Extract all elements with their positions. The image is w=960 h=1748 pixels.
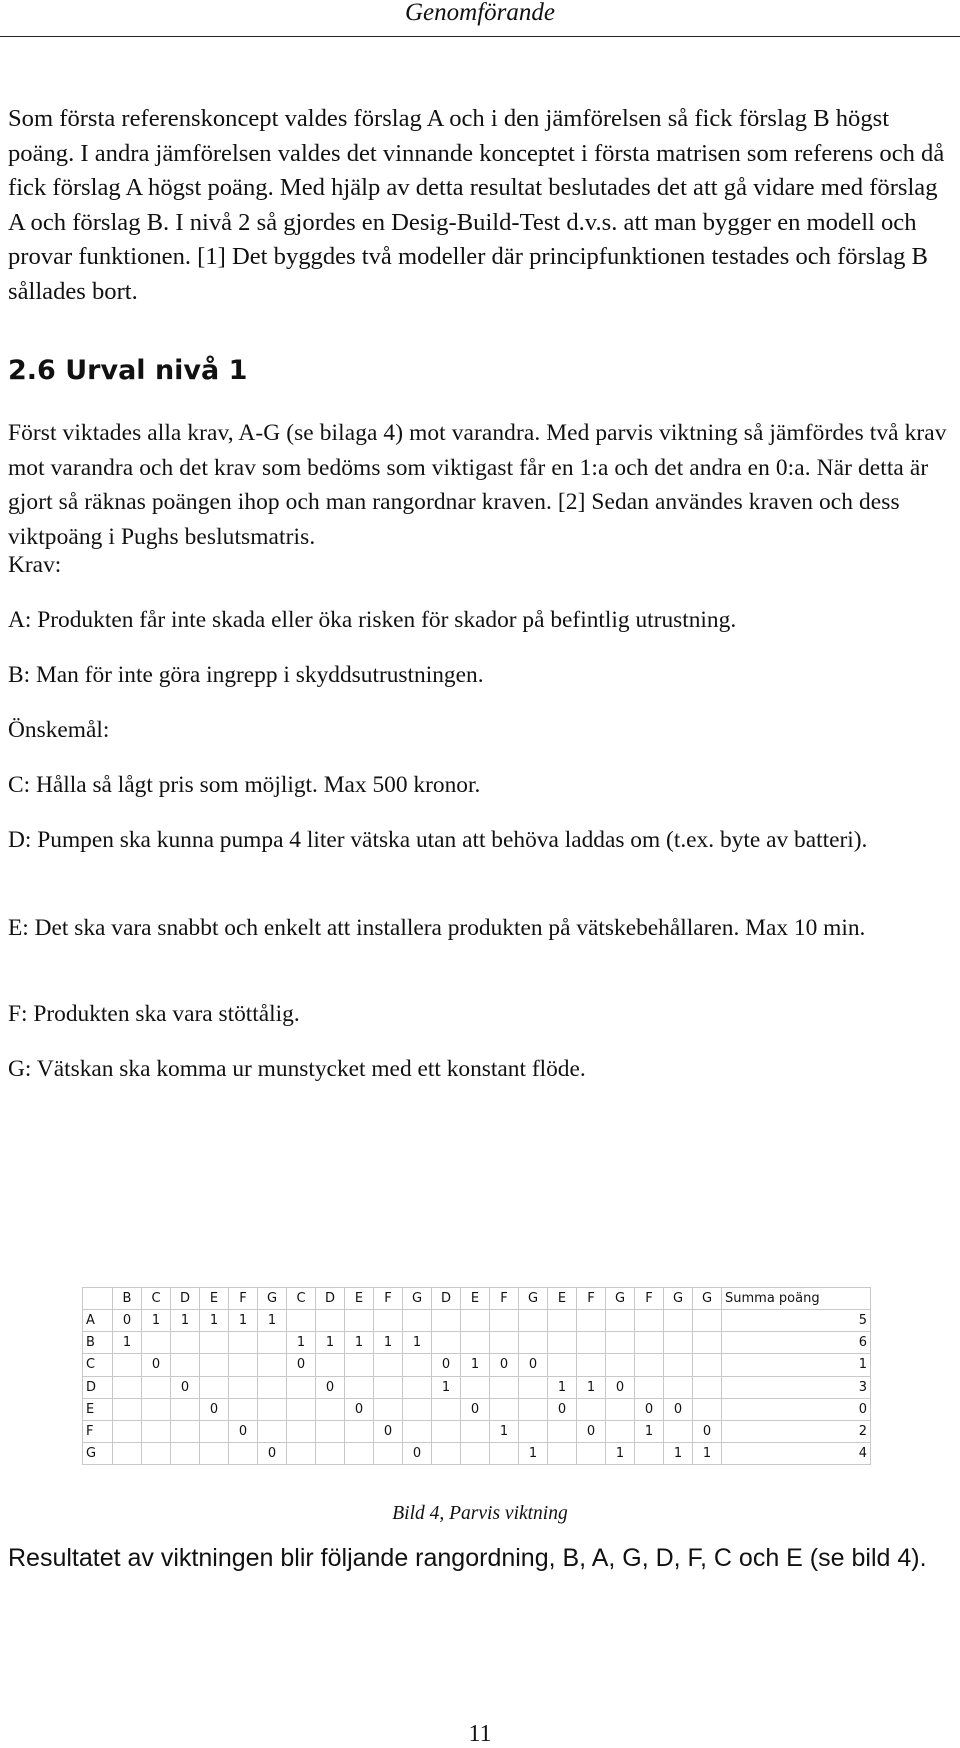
matrix-cell <box>664 1420 693 1442</box>
matrix-cell <box>345 1376 374 1398</box>
matrix-cell <box>577 1354 606 1376</box>
matrix-cell <box>403 1354 432 1376</box>
matrix-cell <box>606 1398 635 1420</box>
matrix-cell: 0 <box>461 1398 490 1420</box>
matrix-cell: 0 <box>113 1310 142 1332</box>
matrix-cell <box>142 1332 171 1354</box>
matrix-cell: 1 <box>635 1420 664 1442</box>
matrix-cell: 1 <box>258 1310 287 1332</box>
matrix-cell: 1 <box>316 1332 345 1354</box>
matrix-cell <box>577 1398 606 1420</box>
matrix-cell <box>200 1332 229 1354</box>
matrix-cell: 0 <box>490 1354 519 1376</box>
matrix-cell <box>403 1376 432 1398</box>
matrix-sum-cell: 2 <box>722 1420 871 1442</box>
running-header <box>0 0 960 37</box>
matrix-cell <box>113 1354 142 1376</box>
matrix-cell: 0 <box>287 1354 316 1376</box>
matrix-row-label: G <box>83 1442 113 1464</box>
matrix-cell: 1 <box>577 1376 606 1398</box>
matrix-cell: 0 <box>693 1420 722 1442</box>
matrix-cell: 0 <box>403 1442 432 1464</box>
matrix-cell <box>519 1398 548 1420</box>
matrix-row <box>83 1354 871 1376</box>
matrix-cell <box>519 1420 548 1442</box>
matrix-row-label: C <box>83 1354 113 1376</box>
matrix-column-header: G <box>664 1288 693 1310</box>
matrix-cell <box>403 1310 432 1332</box>
matrix-cell <box>316 1310 345 1332</box>
matrix-cell: 0 <box>606 1376 635 1398</box>
matrix-cell: 1 <box>403 1332 432 1354</box>
matrix-cell <box>374 1398 403 1420</box>
matrix-cell <box>461 1420 490 1442</box>
matrix-cell <box>635 1332 664 1354</box>
matrix-cell <box>171 1420 200 1442</box>
matrix-column-header: F <box>635 1288 664 1310</box>
matrix-column-header: E <box>200 1288 229 1310</box>
matrix-cell <box>664 1332 693 1354</box>
matrix-column-header: G <box>606 1288 635 1310</box>
matrix-cell <box>316 1420 345 1442</box>
matrix-cell: 1 <box>229 1310 258 1332</box>
matrix-cell: 1 <box>142 1310 171 1332</box>
section-paragraph: Först viktades alla krav, A-G (se bilaga 4) mot varandra. Med parvis viktning så jämfördes två krav mot varandra och det krav som bedöms som viktigast får en 1:a och det andra en 0:a. När detta är gjort så räknas poängen ihop och man rangordnar kraven. [2] Sedan användes kraven och dess viktpoäng i Pughs beslutsmatris. <box>8 420 947 550</box>
matrix-row <box>83 1310 871 1332</box>
matrix-cell <box>548 1442 577 1464</box>
matrix-cell <box>113 1442 142 1464</box>
matrix-cell <box>693 1332 722 1354</box>
matrix-cell <box>200 1420 229 1442</box>
matrix-cell <box>200 1354 229 1376</box>
matrix-column-header: B <box>113 1288 142 1310</box>
matrix-cell: 0 <box>432 1354 461 1376</box>
matrix-row <box>83 1376 871 1398</box>
matrix-row-label: B <box>83 1332 113 1354</box>
matrix-column-header: D <box>316 1288 345 1310</box>
matrix-sum-cell: 0 <box>722 1398 871 1420</box>
matrix-cell <box>287 1376 316 1398</box>
matrix-sum-cell: 4 <box>722 1442 871 1464</box>
matrix-column-header: F <box>229 1288 258 1310</box>
matrix-cell: 0 <box>577 1420 606 1442</box>
matrix-cell <box>142 1398 171 1420</box>
matrix-column-header: G <box>693 1288 722 1310</box>
matrix-sum-cell: 5 <box>722 1310 871 1332</box>
matrix-cell <box>345 1442 374 1464</box>
matrix-column-header: G <box>403 1288 432 1310</box>
matrix-cell <box>229 1376 258 1398</box>
matrix-cell <box>577 1332 606 1354</box>
matrix-cell <box>229 1354 258 1376</box>
matrix-column-header: E <box>461 1288 490 1310</box>
matrix-cell <box>258 1398 287 1420</box>
matrix-cell <box>316 1398 345 1420</box>
matrix-cell: 1 <box>345 1332 374 1354</box>
matrix-cell <box>693 1354 722 1376</box>
onskemal-item-g: G: Vätskan ska komma ur munstycket med ett konstant flöde. <box>8 1056 586 1082</box>
matrix-cell <box>113 1420 142 1442</box>
intro-paragraph: Som första referenskoncept valdes förslag A och i den jämförelsen så fick förslag B högst poäng. I andra jämförelsen valdes det vinnande konceptet i första matrisen som referens och då fick förslag A högst poäng. Med hjälp av detta resultat beslutades det att gå vidare med förslag A och förslag B. I nivå 2 så gjordes en Desig-Build-Test d.v.s. att man bygger en modell och provar funktionen. [1] Det byggdes två modeller där principfunktionen testades och förslag B sållades bort. <box>8 105 945 305</box>
matrix-cell <box>519 1332 548 1354</box>
matrix-cell: 1 <box>606 1442 635 1464</box>
matrix-cell <box>490 1398 519 1420</box>
matrix-cell: 0 <box>374 1420 403 1442</box>
matrix-cell: 0 <box>548 1398 577 1420</box>
matrix-cell <box>374 1376 403 1398</box>
matrix-cell: 0 <box>171 1376 200 1398</box>
matrix-cell: 1 <box>287 1332 316 1354</box>
matrix-cell <box>345 1420 374 1442</box>
matrix-cell <box>693 1398 722 1420</box>
matrix-column-header: G <box>258 1288 287 1310</box>
krav-label: Krav: <box>8 552 62 578</box>
matrix-cell <box>200 1376 229 1398</box>
matrix-cell <box>635 1442 664 1464</box>
matrix-cell <box>664 1310 693 1332</box>
matrix-cell <box>577 1310 606 1332</box>
matrix-cell <box>606 1420 635 1442</box>
matrix-cell <box>316 1354 345 1376</box>
matrix-cell <box>490 1332 519 1354</box>
matrix-cell: 1 <box>693 1442 722 1464</box>
matrix-cell <box>548 1332 577 1354</box>
matrix-cell <box>490 1442 519 1464</box>
matrix-cell <box>345 1310 374 1332</box>
matrix-cell <box>461 1376 490 1398</box>
matrix-cell: 1 <box>461 1354 490 1376</box>
matrix-sum-cell: 6 <box>722 1332 871 1354</box>
matrix-cell <box>548 1354 577 1376</box>
matrix-cell <box>635 1354 664 1376</box>
matrix-column-header: E <box>548 1288 577 1310</box>
pairwise-weighting-matrix <box>82 1287 871 1465</box>
matrix-cell <box>693 1376 722 1398</box>
matrix-cell: 0 <box>664 1398 693 1420</box>
matrix-cell <box>258 1376 287 1398</box>
matrix-cell <box>461 1310 490 1332</box>
matrix-cell: 1 <box>171 1310 200 1332</box>
figure-caption: Bild 4, Parvis viktning <box>392 1503 568 1524</box>
page-number: 11 <box>468 1721 492 1747</box>
matrix-cell <box>490 1310 519 1332</box>
matrix-row-label: A <box>83 1310 113 1332</box>
matrix-cell <box>171 1398 200 1420</box>
matrix-row <box>83 1420 871 1442</box>
matrix-cell <box>403 1420 432 1442</box>
matrix-cell: 1 <box>490 1420 519 1442</box>
matrix-cell: 0 <box>200 1398 229 1420</box>
matrix-column-header: C <box>287 1288 316 1310</box>
matrix-cell <box>200 1442 229 1464</box>
matrix-cell: 0 <box>258 1442 287 1464</box>
matrix-cell: 0 <box>142 1354 171 1376</box>
matrix-cell <box>171 1332 200 1354</box>
matrix-cell: 1 <box>664 1442 693 1464</box>
matrix-column-header: F <box>577 1288 606 1310</box>
matrix-sum-cell: 3 <box>722 1376 871 1398</box>
matrix-cell <box>548 1310 577 1332</box>
matrix-cell <box>258 1332 287 1354</box>
matrix-cell <box>229 1442 258 1464</box>
matrix-column-header: D <box>432 1288 461 1310</box>
matrix-cell <box>316 1442 345 1464</box>
matrix-cell <box>403 1398 432 1420</box>
matrix-cell <box>635 1310 664 1332</box>
matrix-cell <box>171 1442 200 1464</box>
matrix-row-label: D <box>83 1376 113 1398</box>
matrix-row-label: E <box>83 1398 113 1420</box>
matrix-cell <box>693 1310 722 1332</box>
onskemal-item-d: D: Pumpen ska kunna pumpa 4 liter vätska utan att behöva laddas om (t.ex. byte av batteri). <box>8 827 868 853</box>
matrix-column-header: F <box>490 1288 519 1310</box>
matrix-cell <box>113 1376 142 1398</box>
matrix-row-label: F <box>83 1420 113 1442</box>
onskemal-item-f: F: Produkten ska vara stöttålig. <box>8 1001 300 1027</box>
matrix-column-header: F <box>374 1288 403 1310</box>
matrix-header-row <box>83 1288 871 1310</box>
matrix-cell <box>113 1398 142 1420</box>
matrix-sum-header: Summa poäng <box>722 1288 871 1310</box>
header-title: Genomförande <box>405 0 555 26</box>
matrix-cell: 0 <box>229 1420 258 1442</box>
matrix-cell <box>258 1354 287 1376</box>
matrix-cell <box>374 1310 403 1332</box>
krav-item-b: B: Man för inte göra ingrepp i skyddsutrustningen. <box>8 662 484 688</box>
matrix-cell <box>258 1420 287 1442</box>
matrix-cell: 0 <box>316 1376 345 1398</box>
matrix-cell <box>229 1332 258 1354</box>
matrix-cell <box>287 1398 316 1420</box>
matrix-cell: 1 <box>200 1310 229 1332</box>
matrix-cell: 1 <box>519 1442 548 1464</box>
matrix-cell <box>287 1420 316 1442</box>
matrix-cell <box>432 1398 461 1420</box>
matrix-column-header: E <box>345 1288 374 1310</box>
matrix-cell: 1 <box>113 1332 142 1354</box>
onskemal-item-c: C: Hålla så lågt pris som möjligt. Max 500 kronor. <box>8 772 481 798</box>
matrix-cell <box>432 1420 461 1442</box>
result-paragraph: Resultatet av viktningen blir följande rangordning, B, A, G, D, F, C och E (se bild 4). <box>8 1544 927 1572</box>
matrix-cell <box>374 1354 403 1376</box>
matrix-cell <box>606 1354 635 1376</box>
matrix-cell <box>142 1420 171 1442</box>
matrix-cell <box>287 1442 316 1464</box>
matrix-cell <box>490 1376 519 1398</box>
matrix-cell <box>432 1332 461 1354</box>
matrix-cell <box>461 1332 490 1354</box>
matrix-cell <box>171 1354 200 1376</box>
matrix-cell: 1 <box>374 1332 403 1354</box>
matrix-row <box>83 1332 871 1354</box>
matrix-corner-cell <box>83 1288 113 1310</box>
matrix-cell <box>606 1310 635 1332</box>
matrix-column-header: D <box>171 1288 200 1310</box>
matrix-cell: 0 <box>635 1398 664 1420</box>
matrix-cell: 0 <box>345 1398 374 1420</box>
matrix-cell <box>142 1376 171 1398</box>
matrix-cell: 1 <box>432 1376 461 1398</box>
onskemal-label: Önskemål: <box>8 717 110 743</box>
matrix-cell <box>606 1332 635 1354</box>
matrix-cell <box>519 1376 548 1398</box>
matrix-cell <box>229 1398 258 1420</box>
onskemal-item-e: E: Det ska vara snabbt och enkelt att installera produkten på vätskebehållaren. Max 10 min. <box>8 915 866 941</box>
matrix-cell <box>142 1442 171 1464</box>
matrix-row <box>83 1442 871 1464</box>
matrix-column-header: G <box>519 1288 548 1310</box>
matrix-cell: 0 <box>519 1354 548 1376</box>
matrix-cell: 1 <box>548 1376 577 1398</box>
matrix-row <box>83 1398 871 1420</box>
matrix-cell <box>664 1354 693 1376</box>
matrix-cell <box>519 1310 548 1332</box>
matrix-cell <box>345 1354 374 1376</box>
matrix-cell <box>432 1310 461 1332</box>
matrix-cell <box>432 1442 461 1464</box>
matrix-cell <box>577 1442 606 1464</box>
matrix-column-header: C <box>142 1288 171 1310</box>
matrix-sum-cell: 1 <box>722 1354 871 1376</box>
matrix-cell <box>664 1376 693 1398</box>
matrix-cell <box>287 1310 316 1332</box>
krav-item-a: A: Produkten får inte skada eller öka risken för skador på befintlig utrustning. <box>8 607 737 633</box>
matrix-cell <box>548 1420 577 1442</box>
matrix-cell <box>635 1376 664 1398</box>
section-heading: 2.6 Urval nivå 1 <box>8 355 248 386</box>
matrix-cell <box>374 1442 403 1464</box>
matrix-cell <box>461 1442 490 1464</box>
